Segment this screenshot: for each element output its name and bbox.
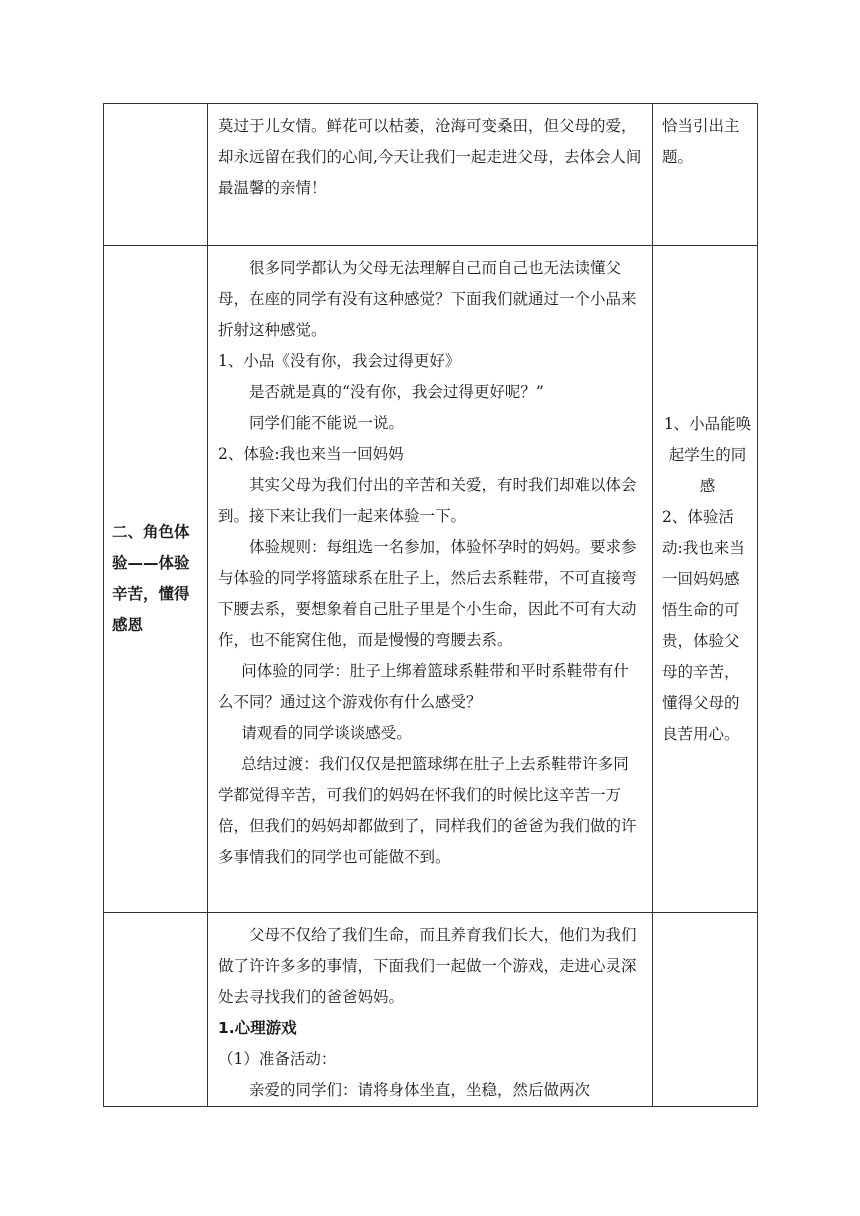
stage-cell xyxy=(104,104,208,246)
intent-cell xyxy=(653,913,758,1107)
content-paragraph: 1、小品《没有你，我会过得更好》 xyxy=(218,352,461,370)
content-cell xyxy=(208,913,653,1107)
table-row xyxy=(104,246,758,913)
content-paragraph: 父母不仅给了我们生命，而且养育我们长大，他们为我们做了许许多多的事情，下面我们一起做一个游戏，走进心灵深处去寻找我们的爸爸妈妈。 xyxy=(218,926,637,1006)
content-cell xyxy=(208,246,653,913)
content-paragraph: 很多同学都认为父母无法理解自己而自己也无法读懂父母，在座的同学有没有这种感觉？下面我们就通过一个小品来折射这种感觉。 xyxy=(218,259,637,339)
content-paragraph: （1）准备活动： xyxy=(218,1050,337,1068)
content-paragraph: 总结过渡：我们仅仅是把篮球绑在肚子上去系鞋带许多同学都觉得辛苦，可我们的妈妈在怀我们的时候比这辛苦一万倍，但我们的妈妈却都做到了，同样我们的爸爸为我们做的许多事情我们的同学也可能做不到。 xyxy=(218,755,637,866)
intent-paragraph: 2、体验活动:我也来当一回妈妈感悟生命的可贵，体验父母的辛苦，懂得父母的良苦用心。 xyxy=(662,507,745,743)
intent-cell xyxy=(653,104,758,246)
content-paragraph: 问体验的同学：肚子上绑着篮球系鞋带和平时系鞋带有什么不同？通过这个游戏你有什么感受？ xyxy=(218,662,629,711)
content-paragraph: 亲爱的同学们：请将身体坐直，坐稳，然后做两次 xyxy=(249,1081,591,1099)
content-paragraph: 是否就是真的“没有你，我会过得更好呢？” xyxy=(249,383,544,401)
content-paragraph: 莫过于儿女情。鲜花可以枯萎，沧海可变桑田，但父母的爱，却永远留在我们的心间,今天让我们一起走进父母，去体会人间最温馨的亲情！ xyxy=(218,117,642,197)
intent-cell xyxy=(653,246,758,913)
intent-paragraph: 1、小品能唤起学生的同感 xyxy=(663,414,752,495)
lesson-plan-table xyxy=(103,103,758,1107)
stage-title: 二、角色体验——体验辛苦，懂得感恩 xyxy=(112,523,190,634)
table-row xyxy=(104,913,758,1107)
content-paragraph: 同学们能不能说一说。 xyxy=(249,414,405,432)
stage-cell xyxy=(104,913,208,1107)
stage-cell xyxy=(104,246,208,913)
table-row xyxy=(104,104,758,246)
content-heading: 1.心理游戏 xyxy=(218,1019,297,1037)
intent-paragraph: 恰当引出主题。 xyxy=(662,117,740,166)
content-paragraph: 体验规则：每组选一名参加，体验怀孕时的妈妈。要求参与体验的同学将篮球系在肚子上，然后去系鞋带，不可直接弯下腰去系，要想象着自己肚子里是个小生命，因此不可有大动作，也不能窝住他，而是慢慢的弯腰去系。 xyxy=(218,538,637,649)
content-paragraph: 其实父母为我们付出的辛苦和关爱，有时我们却难以体会到。接下来让我们一起来体验一下。 xyxy=(218,476,637,525)
content-paragraph: 2、体验:我也来当一回妈妈 xyxy=(218,445,404,463)
content-paragraph: 请观看的同学谈谈感受。 xyxy=(241,724,412,742)
content-cell xyxy=(208,104,653,246)
